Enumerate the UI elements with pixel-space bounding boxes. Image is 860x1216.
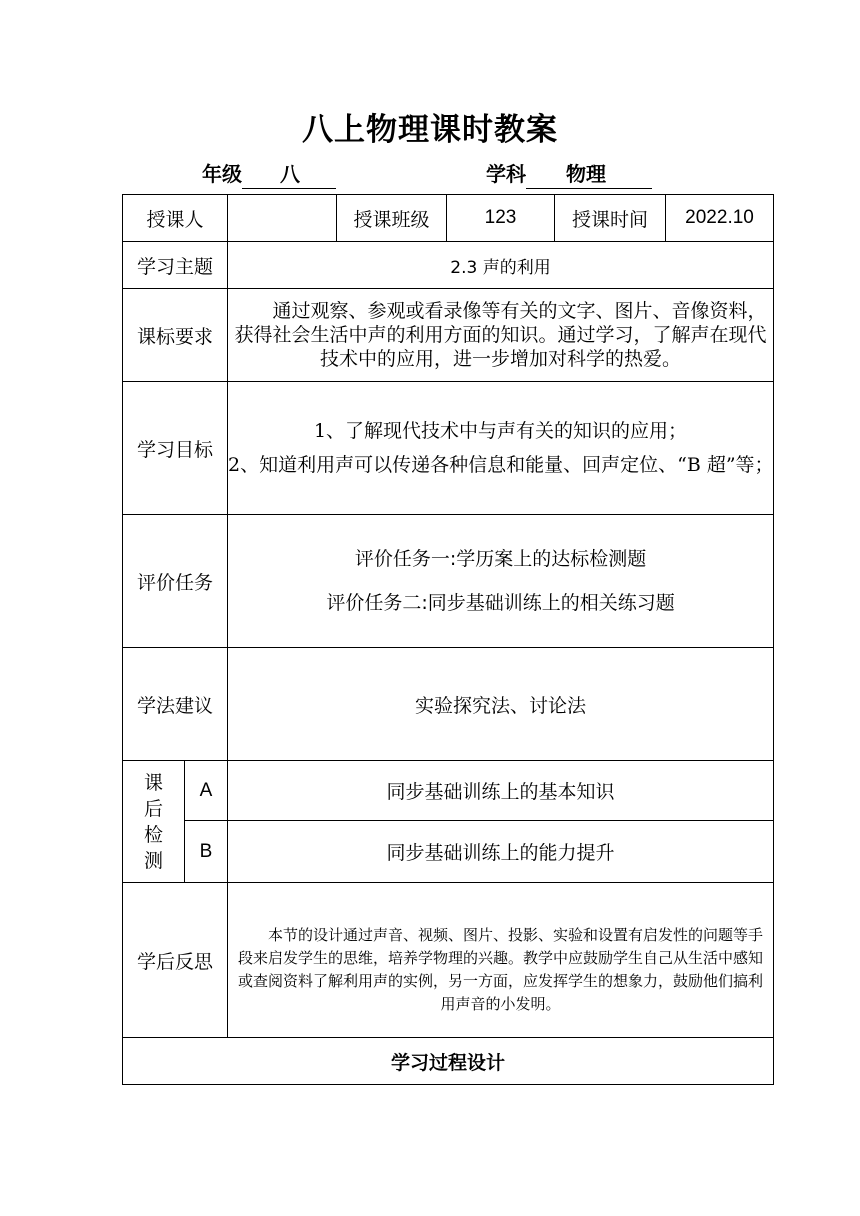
footer-row bbox=[123, 1038, 774, 1085]
standard-label: 课标要求 bbox=[123, 289, 228, 382]
post-check-label-char: 后 bbox=[143, 797, 163, 820]
post-check-content: 同步基础训练上的基本知识 bbox=[228, 761, 774, 821]
standard-row bbox=[123, 289, 774, 382]
grade-value: 八 bbox=[242, 158, 336, 189]
post-check-content: 同步基础训练上的能力提升 bbox=[228, 821, 774, 883]
post-check-row-a bbox=[123, 761, 774, 821]
post-check-label-char: 测 bbox=[143, 849, 163, 872]
post-check-row-b bbox=[123, 821, 774, 883]
post-check-label-char: 检 bbox=[143, 823, 163, 846]
teacher-value bbox=[228, 195, 337, 242]
objective-item: 1、了解现代技术中与声有关的知识的应用； bbox=[313, 420, 688, 442]
grade-field bbox=[202, 158, 336, 189]
post-check-level: B bbox=[185, 821, 228, 883]
subject-value: 物理 bbox=[526, 158, 652, 189]
post-check-label bbox=[123, 761, 185, 883]
reflection-text-cell bbox=[228, 883, 774, 1038]
subject-field bbox=[486, 158, 652, 189]
evaluation-list bbox=[228, 515, 774, 648]
header-row bbox=[123, 195, 774, 242]
evaluation-item: 评价任务一:学历案上的达标检测题 bbox=[354, 548, 647, 570]
time-value: 2022.10 bbox=[666, 195, 774, 242]
lesson-plan-table bbox=[122, 194, 774, 1085]
time-label: 授课时间 bbox=[555, 195, 666, 242]
objectives-row bbox=[123, 382, 774, 515]
class-value: 123 bbox=[447, 195, 555, 242]
method-label: 学法建议 bbox=[123, 648, 228, 761]
standard-text: 通过观察、参观或看录像等有关的文字、图片、音像资料，获得社会生活中声的利用方面的知识。通过学习，了解声在现代技术中的应用，进一步增加对科学的热爱。 bbox=[234, 300, 767, 370]
post-check-level: A bbox=[185, 761, 228, 821]
topic-row bbox=[123, 242, 774, 289]
evaluation-item: 评价任务二:同步基础训练上的相关练习题 bbox=[326, 592, 675, 614]
process-design-heading: 学习过程设计 bbox=[123, 1038, 774, 1085]
method-row bbox=[123, 648, 774, 761]
subject-label: 学科 bbox=[486, 162, 526, 186]
reflection-row bbox=[123, 883, 774, 1038]
method-value: 实验探究法、讨论法 bbox=[228, 648, 774, 761]
class-label: 授课班级 bbox=[337, 195, 447, 242]
topic-value: 2.3 声的利用 bbox=[228, 242, 774, 289]
page-title: 八上物理课时教案 bbox=[302, 112, 558, 148]
post-check-label-char: 课 bbox=[143, 771, 163, 794]
teacher-label: 授课人 bbox=[123, 195, 228, 242]
reflection-label: 学后反思 bbox=[123, 883, 228, 1038]
objective-item: 2、知道利用声可以传递各种信息和能量、回声定位、“B 超”等； bbox=[228, 454, 774, 476]
topic-label: 学习主题 bbox=[123, 242, 228, 289]
evaluation-label: 评价任务 bbox=[123, 515, 228, 648]
evaluation-row bbox=[123, 515, 774, 648]
standard-text-cell bbox=[228, 289, 774, 382]
objectives-list bbox=[228, 382, 774, 515]
grade-label: 年级 bbox=[202, 162, 242, 186]
objectives-label: 学习目标 bbox=[123, 382, 228, 515]
reflection-text: 本节的设计通过声音、视频、图片、投影、实验和设置有启发性的问题等手段来启发学生的思维，培养学物理的兴趣。教学中应鼓励学生自己从生活中感知或查阅资料了解利用声的实例，另一方面，应发挥学生的想象力，鼓励他们搞利用声音的小发明。 bbox=[238, 926, 764, 1013]
